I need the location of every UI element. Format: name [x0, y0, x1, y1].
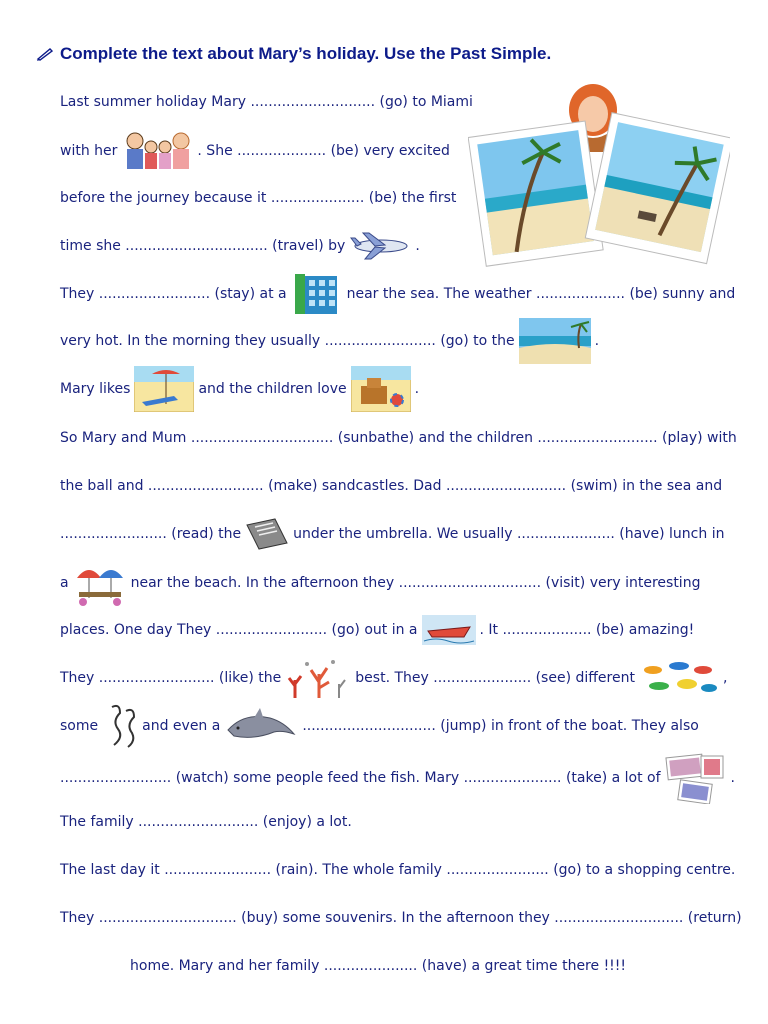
line-text: before the journey because it ..................... (be) the first [60, 190, 457, 206]
line-text: Mary likes [60, 381, 131, 397]
airplane-icon [349, 231, 411, 261]
pencil-icon [36, 47, 54, 61]
line-text: under the umbrella. We usually ...................... (have) lunch in [293, 526, 725, 542]
text-line-8 [60, 428, 737, 448]
line-text: with her [60, 143, 118, 159]
family-icon [121, 129, 193, 173]
line-text: Last summer holiday Mary ............................ (go) to Miami [60, 94, 473, 110]
beach-icon [519, 318, 591, 364]
line-text: time she ................................ (travel) by [60, 238, 346, 254]
text-line-17 [60, 860, 735, 880]
line-text: . [594, 333, 600, 349]
fish-icon [639, 658, 719, 698]
line-text: and even a [142, 718, 221, 734]
exercise-title [36, 44, 551, 64]
dolphin-icon [224, 706, 298, 746]
text-line-1 [60, 92, 473, 112]
line-text: The last day it ........................ (rain). The whole family ....................... (go) to a shopping centre. [60, 862, 736, 878]
text-line-18 [60, 908, 742, 928]
text-line-9 [60, 476, 722, 496]
text-line-10 [60, 516, 724, 552]
line-text: ........................ (read) the [60, 526, 242, 542]
text-line-11 [60, 556, 700, 610]
line-text: They ......................... (stay) at a [60, 286, 287, 302]
line-text: very hot. In the morning they usually ......................... (go) to the [60, 333, 515, 349]
line-text: a [60, 575, 69, 591]
line-text: . It .................... (be) amazing! [479, 622, 695, 638]
line-text: the ball and .......................... (make) sandcastles. Dad ........................... (swim) in the sea and [60, 478, 723, 494]
line-text: and the children love [198, 381, 347, 397]
seahorse-icon [102, 701, 138, 751]
line-text: . [730, 770, 735, 786]
line-text: places. One day They ......................... (go) out in a [60, 622, 418, 638]
text-line-2 [60, 128, 450, 174]
title-text: Complete the text about Mary’s holiday. Use the Past Simple. [60, 44, 552, 63]
text-line-3 [60, 188, 456, 208]
line-text: They .......................... (like) the [60, 670, 282, 686]
line-text: The family ........................... (enjoy) a lot. [60, 814, 352, 830]
line-text: . [414, 381, 420, 397]
text-line-14 [60, 700, 699, 752]
text-line-16 [60, 812, 352, 832]
line-text: .............................. (jump) in front of the boat. They also [302, 718, 699, 734]
coral-reef-icon [285, 656, 351, 700]
newspaper-icon [245, 517, 289, 551]
line-text: near the sea. The weather .................... (be) sunny and [346, 286, 736, 302]
boat-icon [422, 615, 476, 645]
restaurant-icon [73, 558, 127, 608]
line-text: near the beach. In the afternoon they ................................ (visit) very interesting [130, 575, 701, 591]
line-text: They ............................... (buy) some souvenirs. In the afternoon they ............................. (return) [60, 910, 742, 926]
text-line-13 [60, 654, 727, 702]
line-text: . She .................... (be) very excited [197, 143, 450, 159]
line-text: . [415, 238, 420, 254]
deckchair-icon [134, 366, 194, 412]
text-line-19 [130, 956, 626, 976]
line-text: , [722, 670, 728, 686]
photos-illustration [468, 84, 730, 280]
text-line-12 [60, 612, 694, 648]
line-text: So Mary and Mum ................................ (sunbathe) and the children ........................... (play) with [60, 430, 737, 446]
hotel-icon [291, 272, 343, 316]
text-line-5 [60, 272, 735, 316]
line-text: home. Mary and her family ..................... (have) a great time there !!!! [130, 958, 627, 974]
text-line-6 [60, 316, 599, 366]
line-text: best. They ...................... (see) different [355, 670, 635, 686]
photos-icon [665, 752, 727, 804]
line-text: ......................... (watch) some people feed the fish. Mary ...................... (take) a lot of [60, 770, 661, 786]
text-line-4 [60, 230, 420, 262]
text-line-7 [60, 364, 419, 414]
text-line-15 [60, 752, 735, 804]
line-text: some [60, 718, 99, 734]
sandcastle-icon [351, 366, 411, 412]
